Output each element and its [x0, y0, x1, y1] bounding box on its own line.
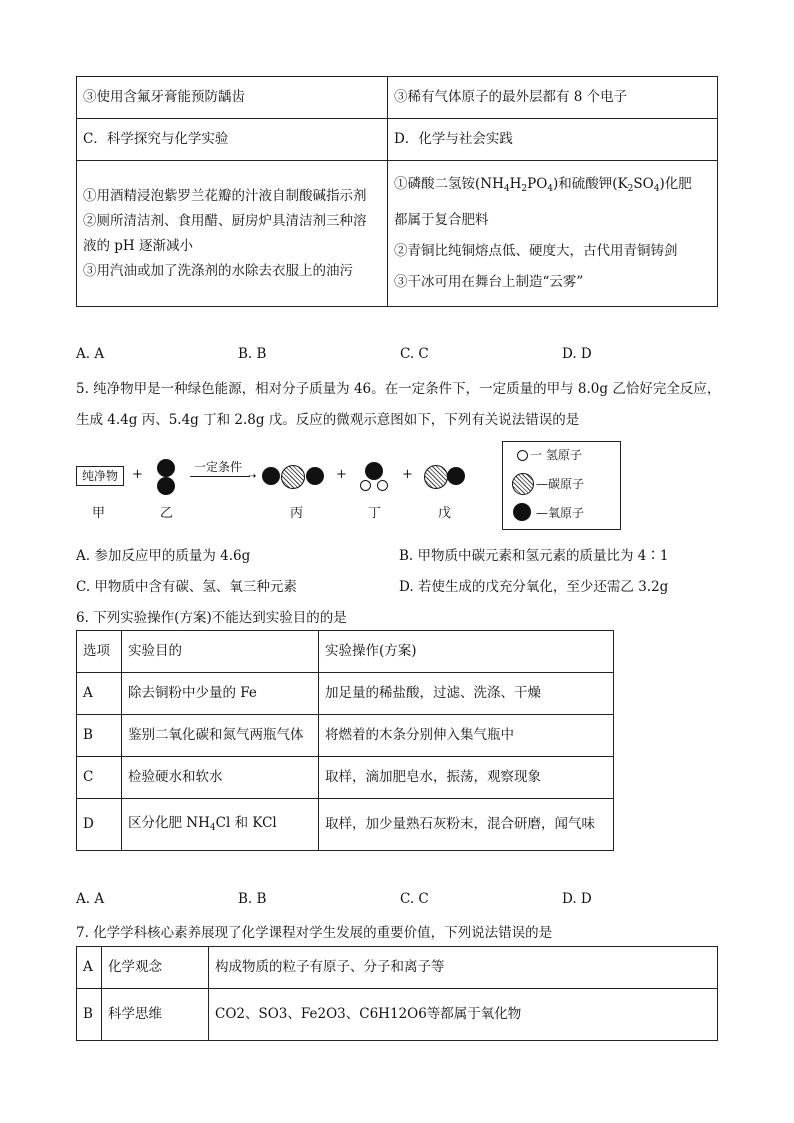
- hydrogen-atom: [360, 480, 371, 491]
- text-line: ②厕所清洁剂、食用醋、厨房炉具清洁剂三种溶: [83, 212, 367, 229]
- oxygen-atom: [447, 467, 465, 485]
- cell-left-r3: [77, 161, 388, 307]
- label-bing: 丙: [290, 506, 304, 521]
- cell: 科学思维: [102, 989, 209, 1041]
- question-5-line1: 5. 纯净物甲是一种绿色能源，相对分子质量为 46。在一定条件下，一定质量的甲与 8.0g 乙恰好完全反应，: [76, 381, 721, 397]
- cell: 将燃着的木条分别伸入集气瓶中: [319, 715, 614, 757]
- legend-hydrogen: 一 氢原子: [530, 448, 582, 462]
- option-b[interactable]: B. B: [238, 346, 267, 362]
- text-line: ①磷酸二氢铵$(NH_4H_2PO_4)$和硫酸钾$(K_2SO_4)$化肥: [394, 176, 692, 194]
- label-jia: 甲: [92, 506, 106, 521]
- text-line: ③干冰可用在舞台上制造“云雾”: [394, 274, 584, 290]
- cell-right-r2: D．化学与社会实践: [388, 119, 718, 161]
- option-d[interactable]: D. D: [562, 346, 592, 362]
- cell: 化学观念: [102, 947, 209, 989]
- cell: A: [77, 673, 122, 715]
- question-5-line2: 生成 4.4g 丙、5.4g 丁和 2.8g 戊。反应的微观示意图如下，下列有关说法错误的是: [76, 412, 580, 428]
- plus-2: +: [336, 467, 347, 482]
- cell: 构成物质的粒子有原子、分子和离子等: [209, 947, 718, 989]
- hydrogen-atom: [377, 480, 388, 491]
- option-d[interactable]: D. D: [562, 891, 592, 907]
- header-purpose: 实验目的: [122, 631, 319, 673]
- cell: B: [77, 715, 122, 757]
- cell-left-r2: C．科学探究与化学实验: [77, 119, 388, 161]
- text-line: 都属于复合肥料: [394, 212, 489, 228]
- cell: CO2、SO3、Fe2O3、C6H12O6等都属于氧化物: [209, 989, 718, 1041]
- label-ding: 丁: [368, 506, 382, 521]
- cell: B: [77, 989, 102, 1041]
- pure-substance-box: 纯净物: [76, 466, 124, 486]
- cell-right-r1: ③稀有气体原子的最外层都有 8 个电子: [388, 77, 718, 119]
- cell: A: [77, 947, 102, 989]
- table-q7: [76, 946, 718, 1041]
- reaction-arrow: [190, 476, 250, 477]
- carbon-atom-icon: [512, 473, 534, 495]
- arrow-head-icon: ➝: [248, 471, 257, 482]
- cell-left-r1: ③使用含氟牙膏能预防龋齿: [77, 77, 388, 119]
- table-row: [77, 673, 614, 715]
- table-row: [77, 715, 614, 757]
- oxygen-atom: [262, 467, 280, 485]
- text-line: ②青铜比纯铜熔点低、硬度大，古代用青铜铸剑: [394, 243, 678, 259]
- hydrogen-atom-icon: [517, 450, 528, 461]
- table-continued: [76, 76, 718, 307]
- legend-oxygen: —氧原子: [536, 506, 585, 520]
- plus-1: +: [132, 467, 143, 482]
- header-option: 选项: [77, 631, 122, 673]
- option-a[interactable]: A. A: [76, 346, 105, 362]
- cell: 除去铜粉中少量的 Fe: [122, 673, 319, 715]
- label-wu: 戊: [438, 506, 452, 521]
- cell: 鉴别二氧化碳和氮气两瓶气体: [122, 715, 319, 757]
- cell: D: [77, 799, 122, 851]
- cell: 取样，加少量熟石灰粉末，混合研磨，闻气味: [319, 799, 614, 851]
- legend-carbon: —碳原子: [536, 477, 585, 491]
- table-q6: [76, 630, 614, 851]
- choice-b[interactable]: B. 甲物质中碳元素和氢元素的质量比为 4∶1: [399, 548, 669, 564]
- text-line: 液的 pH 逐渐减小: [83, 237, 193, 254]
- plus-3: +: [402, 467, 413, 482]
- cell: 检验硬水和软水: [122, 757, 319, 799]
- oxygen-atom: [306, 467, 324, 485]
- text-line: ①用酒精浸泡紫罗兰花瓣的汁液自制酸碱指示剂: [83, 187, 367, 204]
- question-6-title: 6. 下列实验操作(方案)不能达到实验目的的是: [76, 610, 347, 626]
- table-row: [77, 989, 718, 1041]
- condition-text: 一定条件: [194, 460, 243, 474]
- oxygen-atom-icon: [513, 503, 531, 521]
- cell-right-r3: [388, 161, 718, 307]
- choice-c[interactable]: C. 甲物质中含有碳、氢、氧三种元素: [76, 579, 297, 595]
- table-row: [77, 799, 614, 851]
- carbon-atom: [424, 465, 448, 489]
- option-c[interactable]: C. C: [400, 346, 429, 362]
- question-7-title: 7. 化学学科核心素养展现了化学课程对学生发展的重要价值，下列说法错误的是: [76, 925, 553, 941]
- table-row: [77, 757, 614, 799]
- table-row: [77, 947, 718, 989]
- cell: 加足量的稀盐酸，过滤、洗涤、干燥: [319, 673, 614, 715]
- label-yi: 乙: [160, 506, 174, 521]
- carbon-atom: [281, 465, 305, 489]
- cell: 取样，滴加肥皂水，振荡，观察现象: [319, 757, 614, 799]
- header-procedure: 实验操作(方案): [319, 631, 614, 673]
- cell: 区分化肥 $NH_4Cl$ 和 KCl: [122, 799, 319, 851]
- choice-a[interactable]: A. 参加反应甲的质量为 4.6g: [76, 548, 251, 564]
- text-line: ③用汽油或加了洗涤剂的水除去衣服上的油污: [83, 262, 353, 279]
- oxygen-atom: [157, 459, 175, 477]
- oxygen-atom: [157, 477, 175, 495]
- atom-legend: [502, 441, 621, 530]
- oxygen-atom: [365, 462, 383, 480]
- option-a[interactable]: A. A: [76, 891, 105, 907]
- option-c[interactable]: C. C: [400, 891, 429, 907]
- option-b[interactable]: B. B: [238, 891, 267, 907]
- cell: C: [77, 757, 122, 799]
- choice-d[interactable]: D. 若使生成的戊充分氧化，至少还需乙 3.2g: [399, 579, 669, 595]
